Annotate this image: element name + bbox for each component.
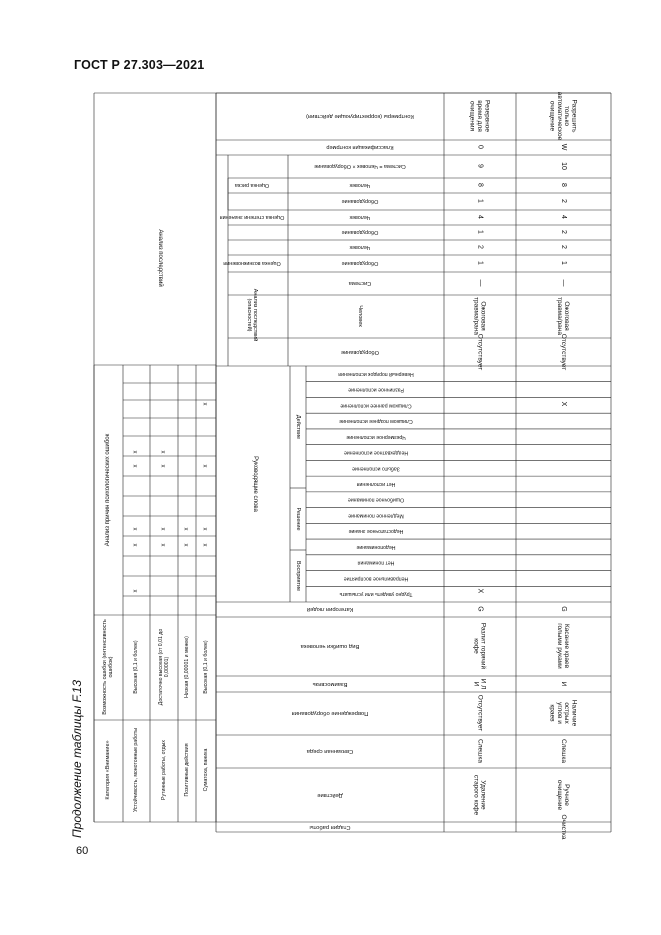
equipment-damage-header: Повреждение оборудования <box>291 710 369 716</box>
decision-group: Решение <box>295 507 301 531</box>
action-header: Действие <box>317 792 343 798</box>
possibility-cell: Высокая (0,1 и более) <box>203 640 209 694</box>
mark-x: x <box>203 464 209 468</box>
risk-equipment: Оборудование <box>341 198 379 204</box>
risk-system: Система = Человек × Оборудование <box>314 163 406 169</box>
consequence-system: Система <box>348 280 372 286</box>
risk-hu-value: 8 <box>476 183 484 187</box>
guiding-word-12: Слишком раннее исполнение <box>340 402 412 409</box>
mark-x: x <box>161 450 167 454</box>
mark-x: x <box>161 464 167 468</box>
control-class-header: Классификация контрмер <box>326 144 394 150</box>
risk-sys-value: 9 <box>476 164 484 168</box>
mark-x: x <box>203 527 209 531</box>
prob-eq-value: 1 <box>560 261 567 265</box>
human-consequence-value: Ожоговаятравма/рана <box>472 297 488 335</box>
severity-header: Оценка степени значения <box>219 214 285 220</box>
system-consequence-value: — <box>476 279 484 287</box>
stage-header: Стадия работы <box>309 824 351 830</box>
action-mark: X <box>560 401 567 407</box>
action-value: Удалениестарого кофе <box>472 774 488 816</box>
possibility-cell: Низкая (0,00001 и менее) <box>184 636 190 698</box>
eq-consequence-value: Отсутствует <box>560 333 567 371</box>
guiding-word-13: Различное исполнение <box>348 386 404 393</box>
table-text <box>102 92 578 840</box>
sev-human: Человек <box>349 214 371 220</box>
mark-x: x <box>133 589 139 593</box>
mark-x: x <box>184 527 190 531</box>
interaction-header: Взаимосвязь <box>312 681 348 687</box>
mark-x: x <box>133 527 139 531</box>
probability-header: Оценка возникновения <box>223 260 281 266</box>
perception-mark: X <box>476 588 484 594</box>
sev-hu-value: 4 <box>476 215 484 219</box>
guiding-words-header: Руководящие слова <box>252 456 258 512</box>
risk-eq-value: 2 <box>560 199 567 203</box>
guiding-word-6: Ошибочное понимание <box>347 496 405 503</box>
equipment-damage-value: Отсутствует <box>476 694 484 732</box>
error-type-header: Вид ошибки человека <box>300 643 360 649</box>
category-cell: Рутинные работы, отдых <box>161 740 167 800</box>
sev-hu-value: 4 <box>560 215 567 219</box>
table-continuation-caption: Продолжение таблицы F.13 <box>70 679 84 838</box>
prob-hu-value: 2 <box>560 245 567 249</box>
category-cell: Устойчивость, монотонные работы <box>133 727 139 813</box>
control-value: 0 <box>476 145 484 149</box>
guiding-word-2: Нет понимания <box>357 559 395 566</box>
guiding-word-9: Неадекватное исполнение <box>343 449 409 456</box>
category-attention-header: Категория «Внимание» <box>105 740 111 800</box>
sev-eq-value: 1 <box>476 230 484 234</box>
mark-x: x <box>161 543 167 547</box>
human-category-header: Категория людей <box>306 606 354 612</box>
guiding-word-3: Недопонимание <box>356 543 396 550</box>
prob-hu-value: 2 <box>476 245 484 249</box>
category-cell: Позитивные действия <box>184 743 190 797</box>
guiding-word-1: Неправильное восприятие <box>343 575 409 582</box>
possibility-cell: Высокая (0,1 и более) <box>133 640 139 694</box>
page-header-title: ГОСТ Р 27.303—2021 <box>74 58 205 72</box>
error-type-value: Разлит горячийкофе <box>472 622 488 670</box>
mark-x: x <box>133 464 139 468</box>
guiding-word-4: Недостаточное знание <box>348 528 404 535</box>
risk-hu-value: 8 <box>560 183 567 187</box>
equipment-damage-value: Наличиеострыхуглов икраев <box>548 699 579 727</box>
consequence-analysis-header: Анализ последствий <box>157 229 163 287</box>
interaction-value: И <box>560 681 567 687</box>
system-consequence-value: — <box>560 279 567 287</box>
guiding-word-0: Трудно увидеть или услышать <box>339 591 413 598</box>
action-value: Ручноеочищение <box>556 779 571 811</box>
consequence-equipment: Оборудование <box>340 349 380 355</box>
prob-equipment: Оборудование <box>341 260 379 266</box>
sev-equipment: Оборудование <box>341 229 379 235</box>
prob-eq-value: 1 <box>476 261 484 265</box>
possibility-cell: Достаточно высокая (от 0,01 до0,00001) <box>158 628 170 706</box>
category-cell: Суматоха, паника <box>203 748 209 792</box>
mark-x: x <box>161 527 167 531</box>
mark-x: x <box>203 543 209 547</box>
countermeasure-value: Разрешитьтолькоавтоматическоеочищение <box>548 91 579 141</box>
human-category-value: G <box>476 606 484 612</box>
mark-x: x <box>203 402 209 406</box>
mark-x: x <box>133 543 139 547</box>
risk-header: Оценка риска <box>234 182 270 188</box>
error-type-value: Касание краевголыми руками <box>556 623 571 669</box>
psych-error-analysis-header: Анализ причин психологических ошибок <box>105 433 111 547</box>
sev-eq-value: 2 <box>560 230 567 234</box>
stage-value: Очистка <box>560 814 567 840</box>
consequence-hazard-header: Анализ последствий(опасностей) <box>245 288 259 342</box>
guiding-word-11: Слишком позднее исполнение <box>339 418 413 425</box>
countermeasures-header: Контрмеры (корректирующие действия) <box>306 113 414 119</box>
environment-header: Связанная среда <box>306 748 354 754</box>
perception-group: Восприятие <box>295 560 301 592</box>
guiding-word-7: Нет исполнения <box>356 481 396 487</box>
risk-human: Человек <box>349 182 371 188</box>
environment-value: Слешка <box>476 739 484 763</box>
guiding-word-14: Неверный порядок исполнения <box>338 370 414 377</box>
action-group: Действие <box>295 414 301 440</box>
environment-value: Слешка <box>560 739 567 763</box>
control-value: W <box>560 143 567 151</box>
guiding-word-10: Чрезмерное исполнение <box>346 433 406 440</box>
countermeasure-value: Резервноевремя дляочищения <box>469 100 491 132</box>
guiding-word-8: Забыто исполнение <box>352 465 400 472</box>
human-consequence-value: Ожоговаятравма/рана <box>556 297 571 335</box>
page-number: 60 <box>76 845 89 857</box>
prob-human: Человек <box>349 244 371 250</box>
mark-x: x <box>133 450 139 454</box>
consequence-human: Человек <box>357 305 363 327</box>
risk-eq-value: 1 <box>476 199 484 203</box>
interaction-value: И ЛИ <box>472 678 488 690</box>
error-possibility-header: Возможность ошибки (интенсивностьошибок) <box>101 619 115 715</box>
mark-x: x <box>184 543 190 547</box>
risk-sys-value: 10 <box>560 162 567 170</box>
eq-consequence-value: Отсутствует <box>476 333 484 371</box>
human-category-value: G <box>560 606 567 612</box>
guiding-word-5: Медленное понимание <box>348 512 404 519</box>
